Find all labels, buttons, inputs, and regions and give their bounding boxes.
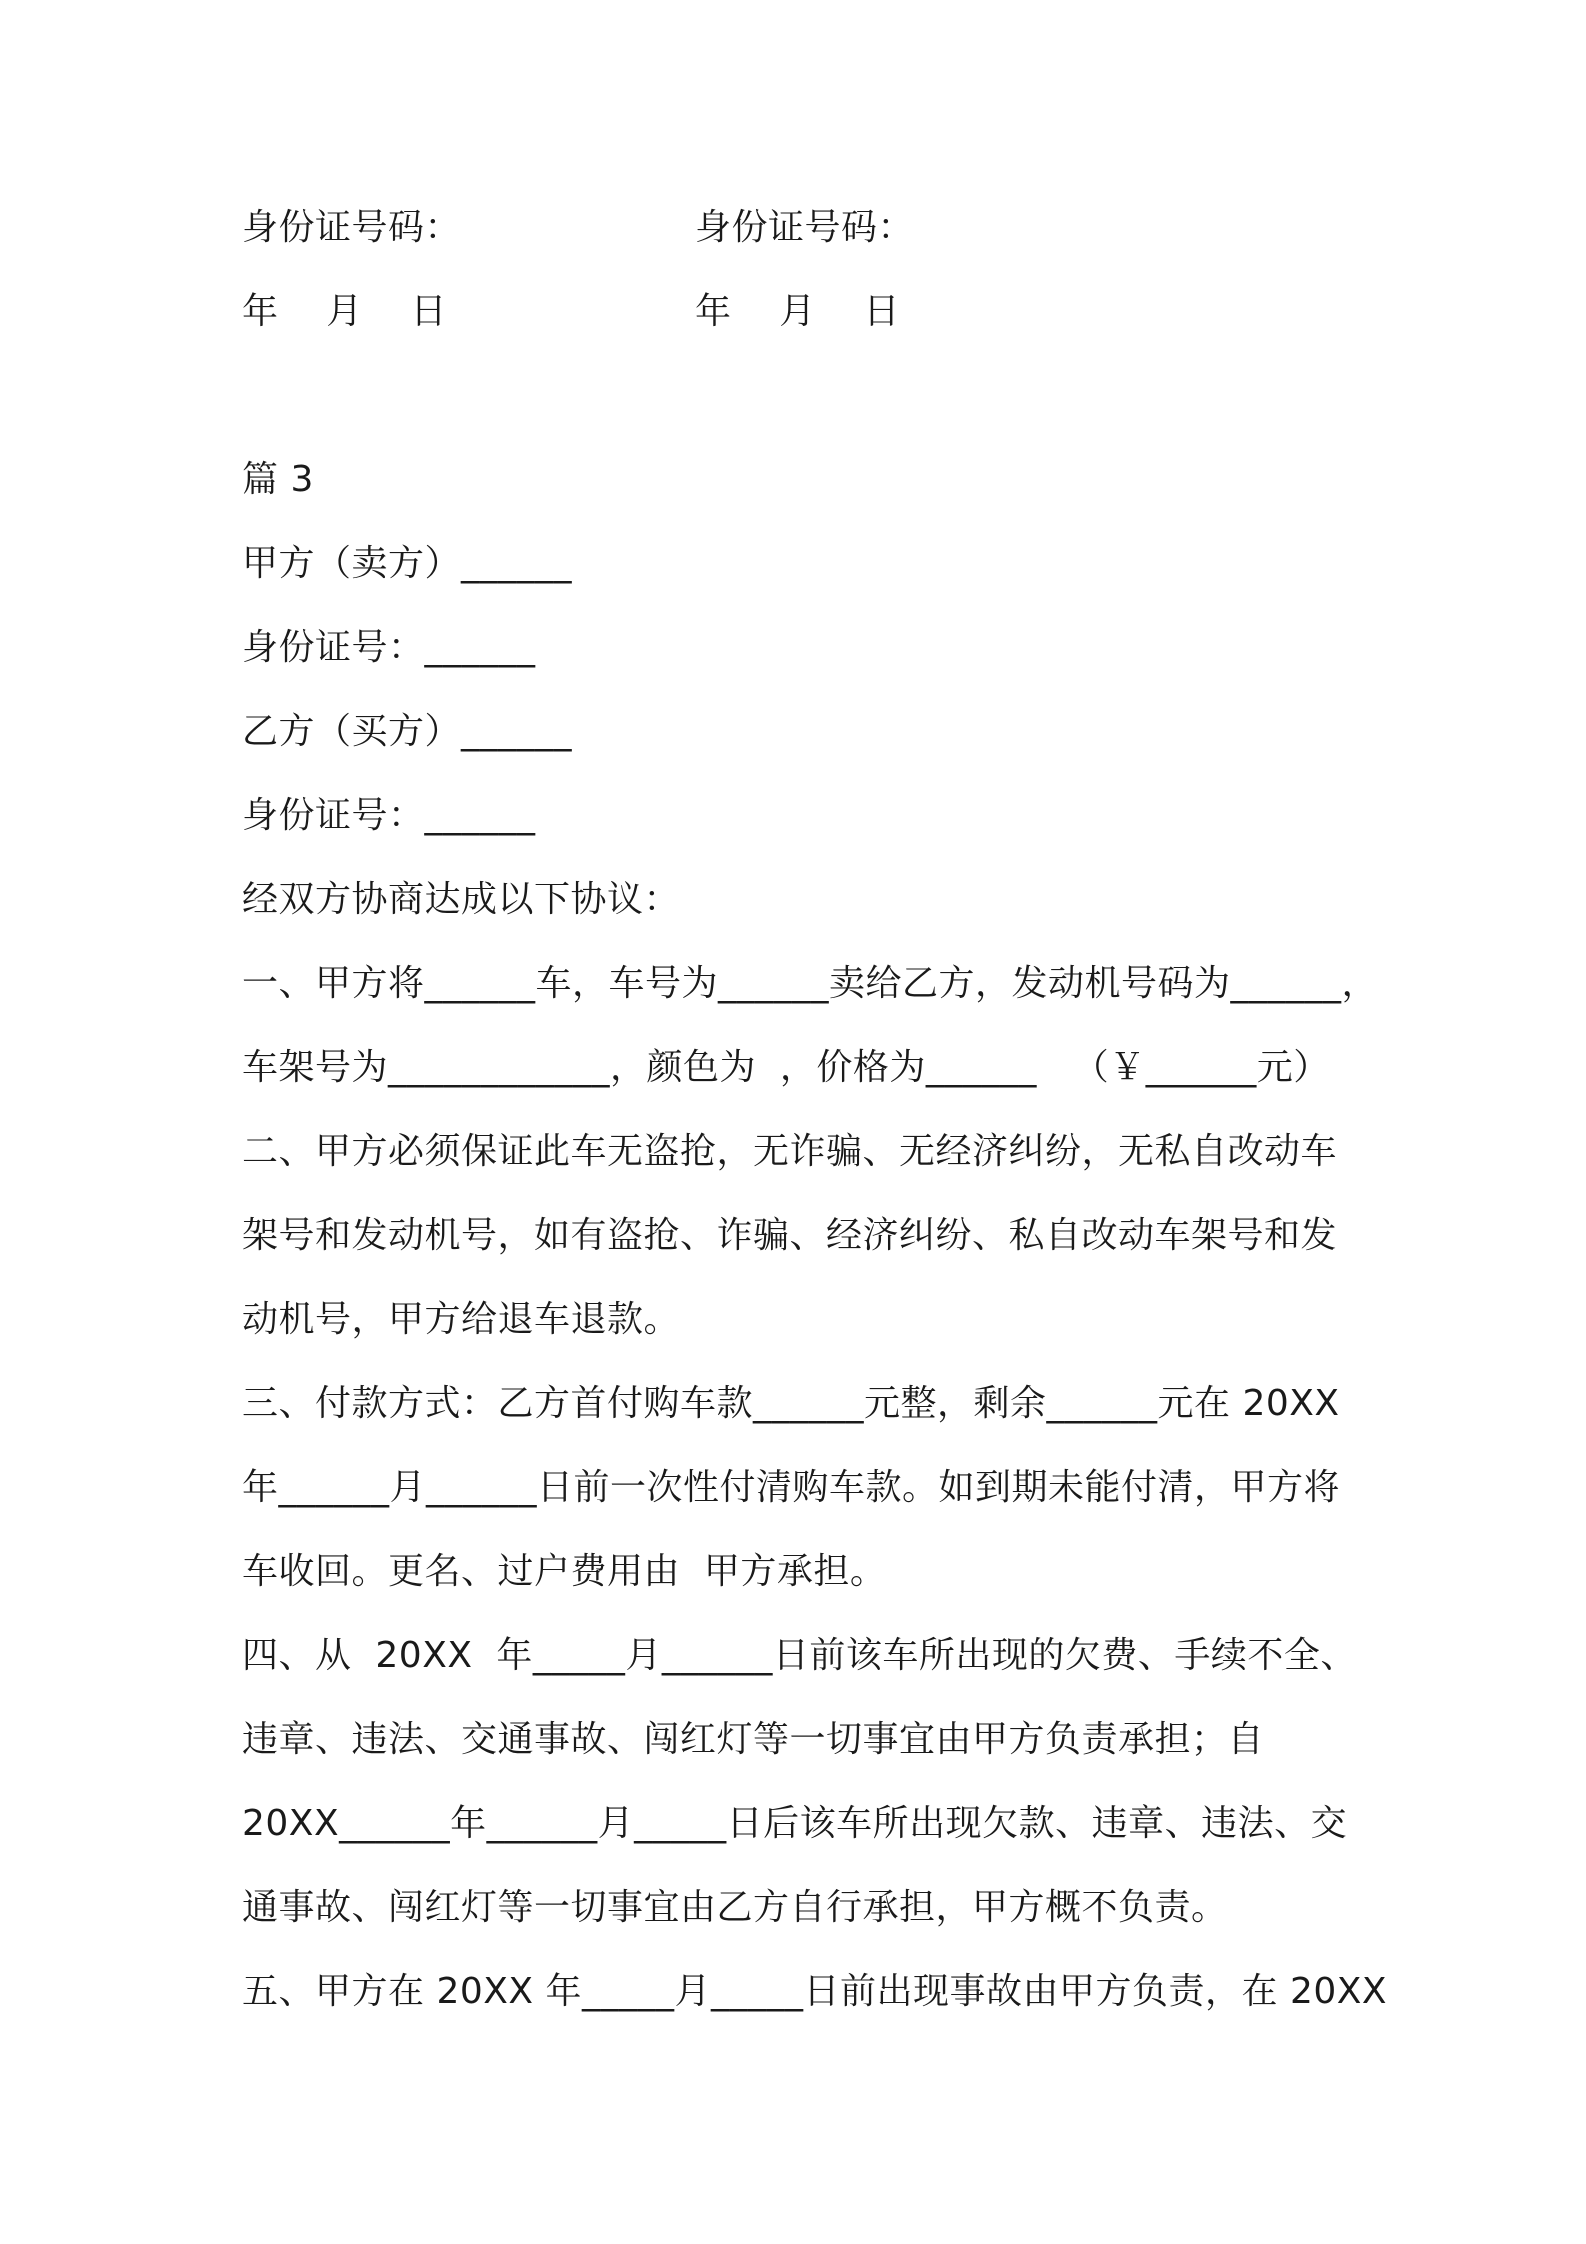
clause-line: 二、甲方必须保证此车无盗抢，无诈骗、无经济纠纷，无私自改动车 — [242, 1131, 1338, 1172]
clause-line: 20XX______年______月_____日后该车所出现欠款、违章、违法、交 — [242, 1803, 1348, 1844]
buyer-id-line: 身份证号：______ — [242, 795, 536, 836]
clause-line: 动机号，甲方给退车退款。 — [242, 1299, 681, 1340]
clause-line: 违章、违法、交通事故、闯红灯等一切事宜由甲方负责承担；自 — [242, 1719, 1265, 1760]
right-id-label: 身份证号码： — [695, 207, 915, 248]
intro-line: 经双方协商达成以下协议： — [242, 879, 681, 920]
clause-line: 四、从 20XX 年_____月______日前该车所出现的欠费、手续不全、 — [242, 1635, 1357, 1676]
clause-line: 架号和发动机号，如有盗抢、诈骗、经济纠纷、私自改动车架号和发 — [242, 1215, 1338, 1256]
seller-id-line: 身份证号：______ — [242, 627, 536, 668]
left-date: 年 月 日 — [242, 291, 448, 332]
clause-line: 车架号为____________，颜色为 ，价格为______ （￥______元） — [242, 1047, 1330, 1088]
clause-line: 一、甲方将______车，车号为______卖给乙方，发动机号码为______， — [242, 963, 1379, 1004]
seller-line: 甲方（卖方）______ — [242, 543, 573, 584]
right-date: 年 月 日 — [695, 291, 901, 332]
buyer-line: 乙方（买方）______ — [242, 711, 573, 752]
left-id-label: 身份证号码： — [242, 207, 462, 248]
clause-line: 车收回。更名、过户费用由 甲方承担。 — [242, 1551, 887, 1592]
clause-line: 年______月______日前一次性付清购车款。如到期未能付清，甲方将 — [242, 1467, 1341, 1508]
clause-line: 五、甲方在 20XX 年_____月_____日前出现事故由甲方负责，在 20XX — [242, 1971, 1388, 2012]
clause-line: 通事故、闯红灯等一切事宜由乙方自行承担，甲方概不负责。 — [242, 1887, 1228, 1928]
section-title: 篇 3 — [242, 459, 314, 500]
clause-line: 三、付款方式：乙方首付购车款______元整，剩余______元在 20XX — [242, 1383, 1340, 1424]
